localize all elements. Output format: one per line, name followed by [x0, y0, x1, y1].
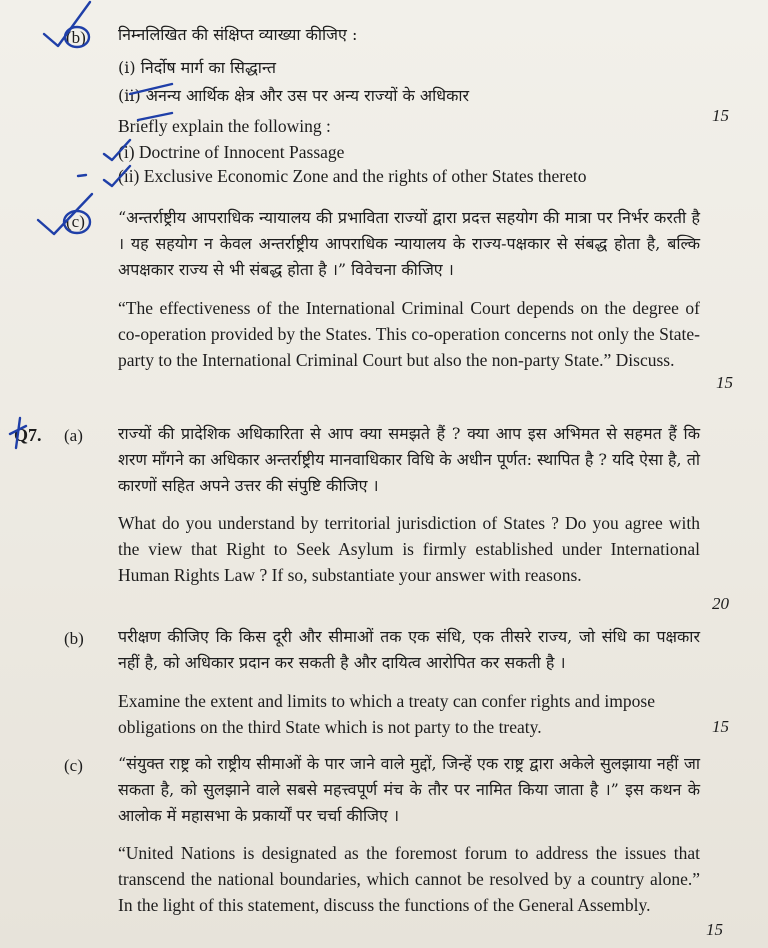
- q7a-marks: 20: [712, 594, 729, 613]
- q7b-marks: 15: [712, 717, 729, 736]
- q7c-marks: 15: [706, 920, 723, 939]
- q6b-hindi-item-1: (i) निर्दोष मार्ग का सिद्धान्त: [118, 58, 276, 77]
- q6c-english-text: “The effectiveness of the International Criminal Court depends on the degree of co-operation provided by the States. This co-operation concerns not only the State-party to the International Criminal Court but also the non-party State.” Discuss.: [118, 298, 700, 370]
- q6b-hindi-item-2: (ii) अनन्य आर्थिक क्षेत्र और उस पर अन्य राज्यों के अधिकार: [118, 86, 470, 105]
- q7c-english-text: “United Nations is designated as the foremost forum to address the issues that transcend the national boundaries, which cannot be resolved by a country alone.” In the light of this statement, discuss the functions of the General Assembly.: [118, 843, 700, 915]
- q6b-english-item-1: (i) Doctrine of Innocent Passage: [118, 142, 345, 162]
- q6b-label: (b): [66, 28, 86, 47]
- q6c-hindi-text: “अन्तर्राष्ट्रीय आपराधिक न्यायालय की प्रभाविता राज्यों द्वारा प्रदत्त सहयोग की मात्रा पर निर्भर करती है । यह सहयोग न केवल अन्तर्राष्ट्रीय आपराधिक न्यायालय के राज्य-पक्षकार से संबद्ध होता है, बल्कि अपक्षकार राज्य से भी संबद्ध होता है ।” विवेचना कीजिए ।: [118, 208, 700, 279]
- q6b-english-item-2: (ii) Exclusive Economic Zone and the rights of other States thereto: [118, 166, 587, 186]
- q7b-label: (b): [64, 629, 84, 648]
- dash-mark: [78, 175, 86, 176]
- q7b-hindi-text: परीक्षण कीजिए कि किस दूरी और सीमाओं तक एक संधि, एक तीसरे राज्य, जो संधि का पक्षकार नहीं है, को अधिकार प्रदान कर सकती है और दायित्व आरोपित कर सकती है ।: [118, 627, 700, 672]
- q7a-hindi-text: राज्यों की प्रादेशिक अधिकारिता से आप क्या समझते हैं ? क्या आप इस अभिमत से सहमत हैं कि शरण माँगने का अधिकार अन्तर्राष्ट्रीय मानवाधिकार विधि के अधीन पूर्णत: स्थापित है ? यदि ऐसा है, तो कारणों सहित अपने उत्तर की संपुष्टि कीजिए ।: [118, 424, 700, 495]
- q7c-hindi-text: “संयुक्त राष्ट्र को राष्ट्रीय सीमाओं के पार जाने वाले मुद्दों, जिन्हें एक राष्ट्र द्वारा अकेले सुलझाया नहीं जा सकता है, को सुलझाने वाले सबसे महत्त्वपूर्ण मंच के तौर पर नामित किया जाता है ।” इस कथन के आलोक में महासभा के प्रकार्यों पर चर्चा कीजिए ।: [118, 754, 700, 825]
- q7a-english-text: What do you understand by territorial jurisdiction of States ? Do you agree with the view that Right to Seek Asylum is firmly established under International Human Rights Law ? If so, substantiate your answer with reasons.: [118, 513, 700, 585]
- q7a-label: (a): [64, 426, 83, 445]
- q6b-marks: 15: [712, 106, 729, 125]
- q7-number: Q7.: [14, 425, 42, 445]
- q7b-english-text: Examine the extent and limits to which a treaty can confer rights and impose obligations on the third State which is not party to the treaty.: [118, 691, 655, 737]
- q6b-english-intro: Briefly explain the following :: [118, 116, 331, 136]
- q6b-hindi-intro: निम्नलिखित की संक्षिप्त व्याख्या कीजिए :: [118, 25, 358, 44]
- q6c-marks: 15: [716, 373, 733, 392]
- q6c-label: (c): [66, 212, 85, 231]
- q7c-label: (c): [64, 756, 83, 775]
